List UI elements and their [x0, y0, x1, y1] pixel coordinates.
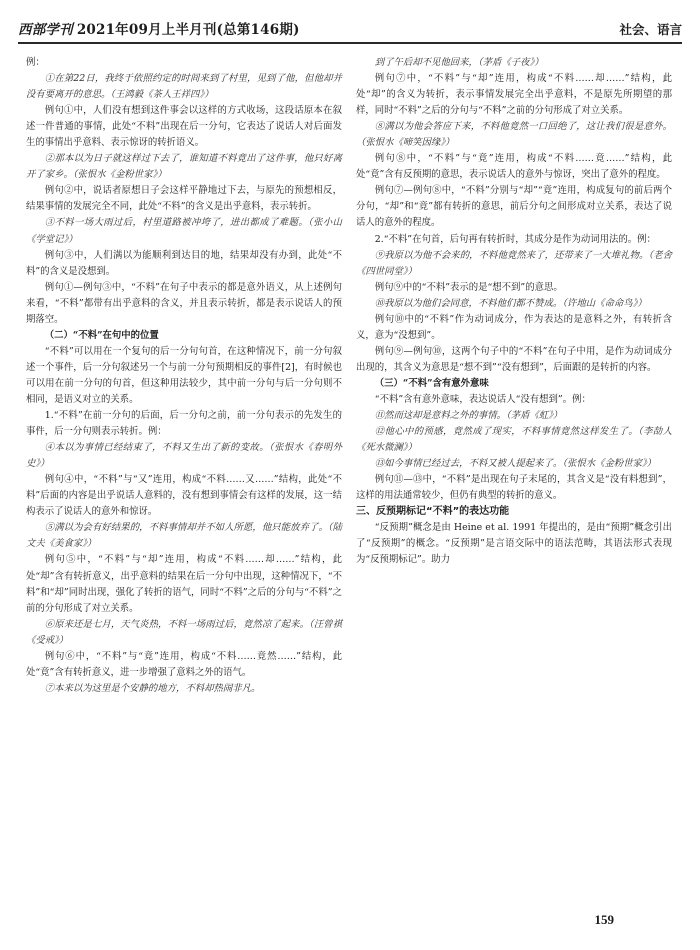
- paragraph: “不料”可以用在一个复句的后一分句句首，在这种情况下，前一分句叙述一个事件，后一分句叙述另一个与前一分句预期相反的事件[2]，有时候也可以用在前一分句的句首，但这种用法较少，其中前一分句与后一分句则不相同，是语义对立的关系。: [26, 345, 342, 405]
- subsection-heading: （三）“不料”含有意外意味: [374, 377, 489, 389]
- paragraph: 例句⑪—⑬中，“不料”是出现在句子末尾的，其含义是“没有料想到”，这样的用法通常较少，但仍有典型的转折的意义。: [356, 474, 672, 502]
- paragraph: 例句⑧中，“不料”与“竟”连用，构成“不料……竟……”结构，此处“竟”含有反预期的意思，表示说话人的意外与惊讶，突出了意外的程度。: [356, 153, 672, 181]
- paragraph: 例句②中，说话者原想日子会这样平静地过下去，与原先的预想相反，结果事情的发展完全不同，此处“不料”的含义是出乎意料，表示转折。: [26, 185, 342, 213]
- example-quote: ⑫他心中的预感，竟然成了现实，不料事情竟然这样发生了。（李劼人《死水微澜》）: [356, 426, 672, 454]
- journal-title: [18, 18, 300, 38]
- paragraph: 例句⑦—例句⑧中，“不料”分别与“却”“竟”连用，构成复句的前后两个分句，“却”和“竟”都有转折的意思，前后分句之间形成对立关系，表达了说话人的意外的程度。: [356, 185, 672, 229]
- paragraph: 例句⑤中，“不料”与“却”连用，构成“不料……却……”结构，此处“却”含有转折意义，出乎意料的结果在后一分句中出现，这种情况下，“不料”和“却”同时出现，强化了转折的语气，同时“不料”之后的分句与“不料”之前的分句形成了对立关系。: [26, 554, 342, 614]
- paragraph: 例：: [26, 57, 45, 68]
- paragraph: 1.“不料”在前一分句的后面，后一分句之前，前一分句表示的先发生的事件，后一分句则表示转折。例：: [26, 410, 342, 438]
- section-heading: 三、反预期标记“不料”的表达功能: [356, 506, 510, 518]
- paragraph: 例句③中，人们满以为能顺利到达目的地，结果却没有办到，此处“不料”的含义是没想到。: [26, 249, 342, 277]
- paragraph: 例句⑨中的“不料”表示的是“想不到”的意思。: [374, 281, 563, 293]
- journal-brand: 西部学刊: [18, 22, 73, 38]
- page-header: [18, 10, 682, 44]
- example-quote: ④本以为事情已经结束了，不料又生出了新的变故。（张恨水《春明外史》）: [26, 442, 342, 470]
- example-quote: ③不料一场大雨过后，村里道路被冲垮了，进出都成了难题。（张小山《学堂记》）: [26, 217, 342, 245]
- paragraph: 例句⑦中，“不料”与“却”连用，构成“不料……却……”结构，此处“却”的含义为转折，表示事情发展完全出乎意料，不是原先所期望的那样，同时“不料”之后的分句与“不料”之前的分句形成了对立关系。: [356, 73, 672, 117]
- example-quote: ⑩我原以为他们会同意，不料他们都不赞成。（许地山《命命鸟》）: [374, 297, 647, 309]
- section-label: 社会、语言: [619, 22, 682, 37]
- example-quote: ⑬如今事情已经过去，不料又被人提起来了。（张恨水《金粉世家》）: [374, 458, 657, 470]
- example-quote: ①在第22日，我终于依照约定的时间来到了村里，见到了他，但他却并没有要离开的意思。（王鸿毅《茶人王祥四》）: [26, 73, 342, 101]
- page-number: 159: [594, 912, 614, 927]
- example-quote: ⑧满以为他会答应下来，不料他竟然一口回绝了，这让我们很是意外。（张恨水《啼笑因缘》）: [356, 121, 672, 149]
- example-quote: ⑦本来以为这里是个安静的地方，不料却热闹非凡。: [44, 682, 261, 694]
- paragraph: 例句⑥中，“不料”与“竟”连用，构成“不料……竟然……”结构，此处“竟”含有转折意义，进一步增强了意料之外的语气。: [26, 650, 342, 678]
- paragraph: 例句①—例句③中，“不料”在句子中表示的都是意外语义，从上述例句来看，“不料”都带有出乎意料的含义，并且表示转折，都是表示说话人的预期落空。: [26, 281, 342, 325]
- paragraph: 例句⑨—例句⑩，这两个句子中的“不料”在句子中用，是作为动词成分出现的，其含义为意思是“想不到”“没有想到”，后面跟的是转折的内容。: [356, 345, 672, 373]
- example-quote: ⑨我原以为他不会来的，不料他竟然来了，还带来了一大堆礼物。（老舍《四世同堂》）: [356, 249, 672, 277]
- example-quote: ⑥原来还是七月，天气炎热，不料一场雨过后，竟然凉了起来。（汪曾祺《受戒》）: [26, 618, 342, 646]
- paragraph: 例句⑩中的“不料”作为动词成分，作为表达的是意料之外，有转折含义，意为“没想到”。: [356, 313, 672, 341]
- paragraph: 例句①中，人们没有想到这件事会以这样的方式收场，这段话原本在叙述一件普通的事情，此处“不料”出现在后一分句，它表达了说话人对后面发生的事情出乎意料、表示惊讶的转折语义。: [26, 105, 342, 149]
- journal-issue: 2021年09月上半月刊(总第146期): [76, 22, 300, 38]
- right-column: [356, 55, 672, 569]
- paragraph: “反预期”概念是由 Heine et al. 1991 年提出的，是由“预期”概念引出了“反预期”的概念。“反预期”是言语交际中的语法范畴，其语法形式表现为“反预期标记”。助力: [356, 522, 672, 566]
- paragraph: “不料”含有意外意味，表达说话人“没有想到”。例：: [374, 393, 591, 405]
- paragraph: 2.“不料”在句首，后句再有转折时，其成分是作为动词用法的。例：: [374, 233, 656, 245]
- example-quote: ⑤满以为会有好结果的，不料事情却并不如人所愿，他只能放弃了。（陆文夫《美食家》）: [26, 522, 342, 550]
- example-quote: ⑪然而这却是意料之外的事情。（茅盾《虹》）: [374, 410, 563, 422]
- left-column: [26, 55, 342, 697]
- example-quote: ②那本以为日子就这样过下去了，谁知道不料竟出了这件事，他只好离开了家乡。（张恨水《金粉世家》）: [26, 153, 342, 181]
- example-quote: 到了午后却不见他回来，（茅盾《子夜》）: [374, 57, 544, 68]
- paragraph: 例句④中，“不料”与“又”连用，构成“不料……又……”结构，此处“不料”后面的内容是出乎说话人意料的，没有想到事情会有这样的发展，这一结构表示了说话人的意外和惊讶。: [26, 474, 342, 518]
- subsection-heading: （二）“不料”在句中的位置: [44, 329, 159, 341]
